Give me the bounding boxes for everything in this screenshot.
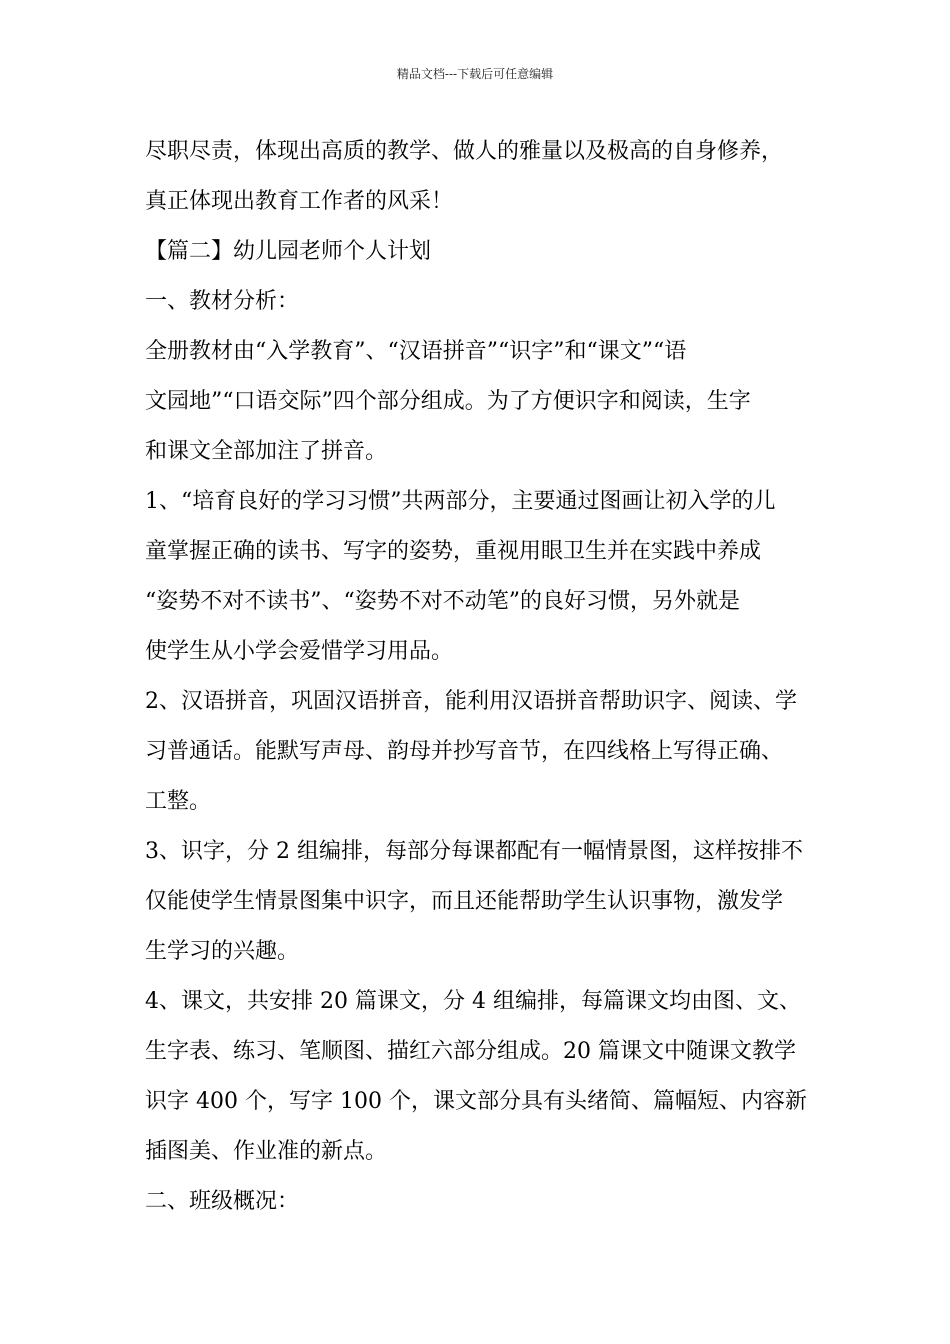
page-header: 精品文档---下载后可任意编辑: [396, 67, 554, 81]
text-line: 工整。: [145, 789, 212, 814]
text-line: 1、“培育良好的学习习惯”共两部分，主要通过图画让初入学的儿: [145, 489, 776, 514]
text-line: 生字表、练习、笔顺图、描红六部分组成。20 篇课文中随课文教学: [145, 1039, 796, 1064]
text-line: 童掌握正确的读书、写字的姿势，重视用眼卫生并在实践中养成: [145, 539, 762, 564]
text-line: 插图美、作业准的新点。: [145, 1139, 388, 1164]
text-line: 全册教材由“入学教育”、“汉语拼音”“识字”和“课文”“语: [145, 339, 687, 364]
text-line: 真正体现出教育工作者的风采！: [145, 189, 454, 214]
text-line: 文园地”“口语交际”四个部分组成。为了方便识字和阅读，生字: [145, 389, 751, 414]
text-line: 尽职尽责，体现出高质的教学、做人的雅量以及极高的自身修养，: [145, 139, 784, 164]
text-line: 习普通话。能默写声母、韵母并抄写音节，在四线格上写得正确、: [145, 739, 784, 764]
subsection-heading: 二、班级概况：: [145, 1189, 300, 1214]
text-line: 2、汉语拼音，巩固汉语拼音，能利用汉语拼音帮助识字、阅读、学: [145, 689, 797, 714]
text-line: 使学生从小学会爱惜学习用品。: [145, 639, 454, 664]
document-body: [145, 127, 810, 1227]
text-line: 生学习的兴趣。: [145, 939, 300, 964]
text-line: 和课文全部加注了拼音。: [145, 439, 388, 464]
subsection-heading: 一、教材分析：: [145, 289, 300, 314]
text-line: 3、识字，分 2 组编排，每部分每课都配有一幅情景图，这样按排不: [145, 839, 803, 864]
text-line: 4、课文，共安排 20 篇课文，分 4 组编排，每篇课文均由图、文、: [145, 989, 801, 1014]
text-line: 识字 400 个，写字 100 个，课文部分具有头绪简、篇幅短、内容新: [145, 1089, 807, 1114]
section-heading: 【篇二】幼儿园老师个人计划: [145, 239, 432, 264]
text-line: 仅能使学生情景图集中识字，而且还能帮助学生认识事物，激发学: [145, 889, 784, 914]
text-line: “姿势不对不读书”、“姿势不对不动笔”的良好习惯，另外就是: [145, 589, 740, 614]
